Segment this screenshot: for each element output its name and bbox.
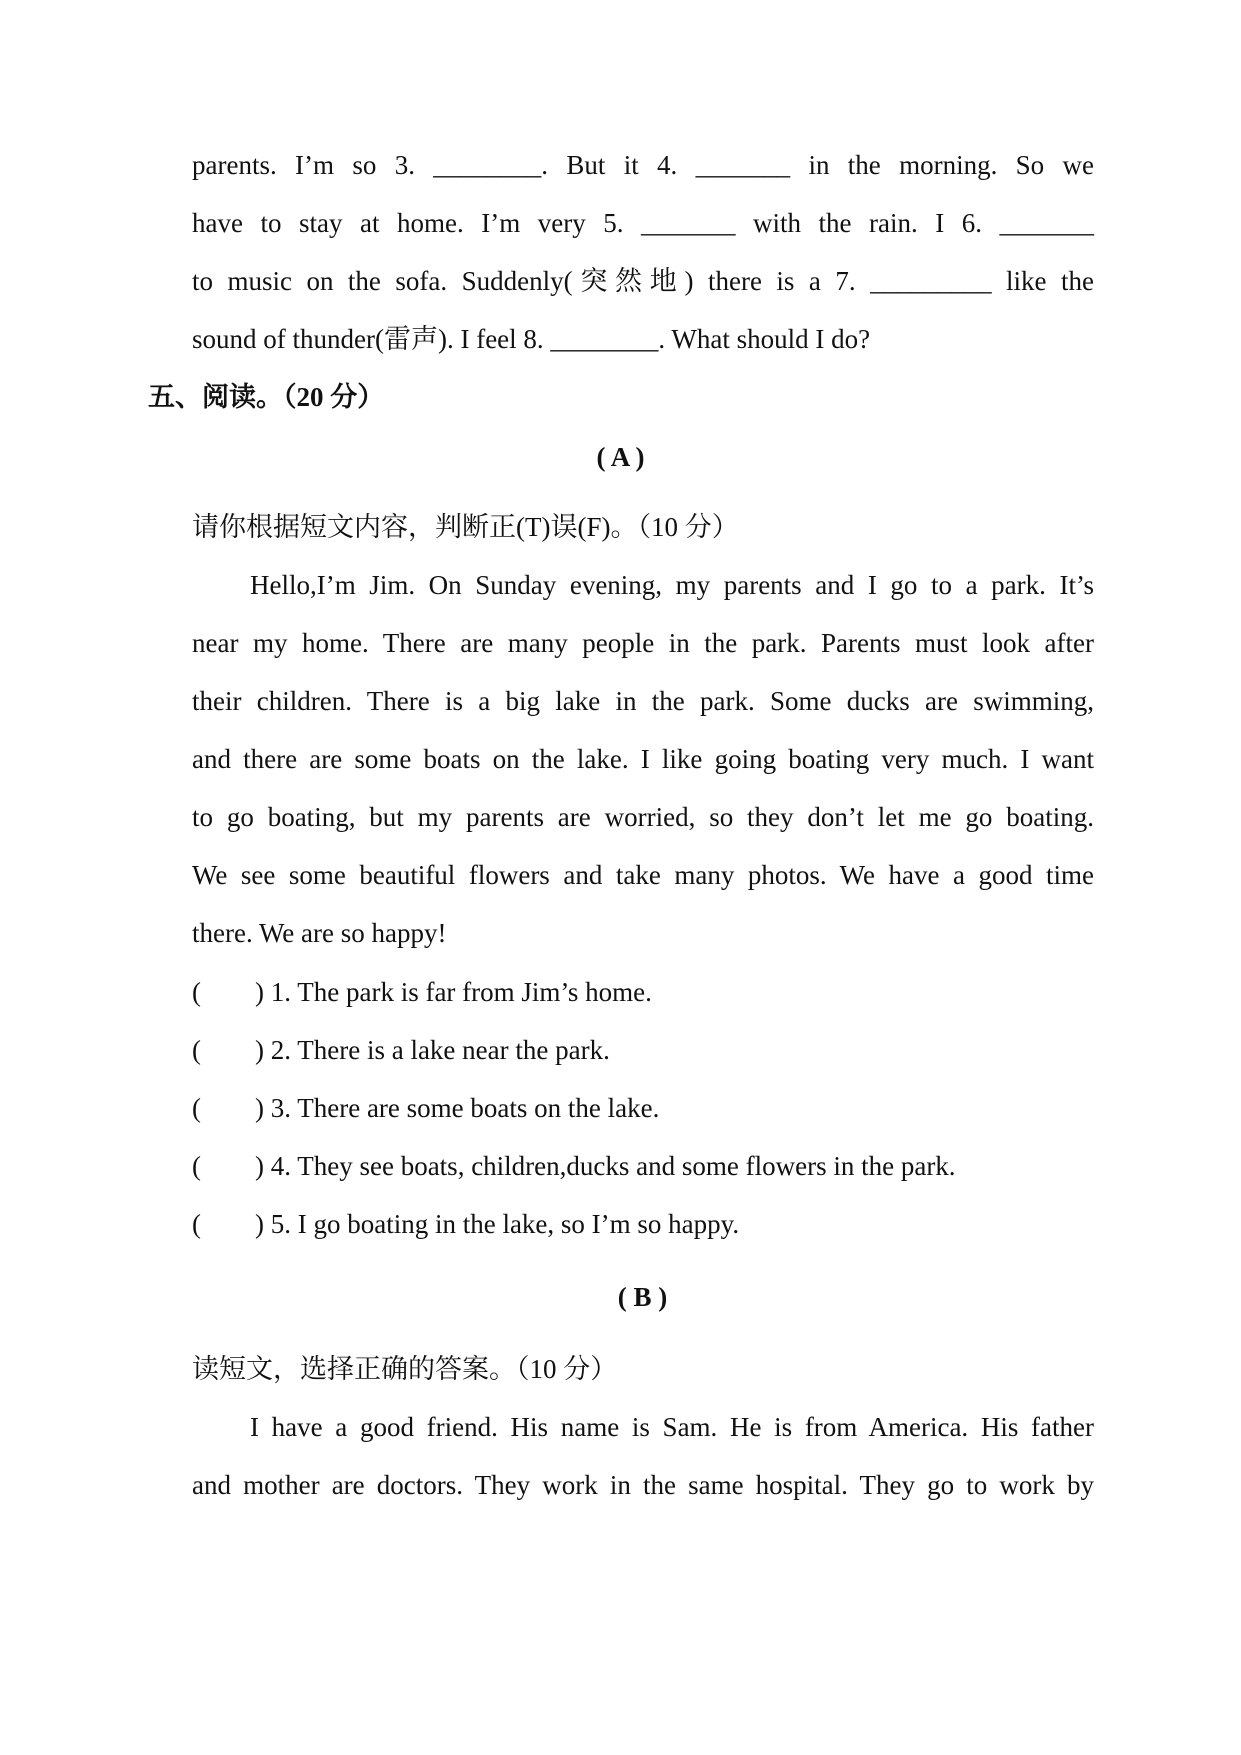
section-heading: 五、阅读。（20 分）: [148, 382, 385, 412]
part-a-passage-line-3: their children. There is a big lake in the park. Some ducks are swimming,: [192, 686, 1094, 716]
question-3: ( ) 3. There are some boats on the lake.: [192, 1093, 660, 1123]
part-b-passage-line-1: I have a good friend. His name is Sam. He is from America. His father: [250, 1412, 1094, 1442]
cloze-line-4: sound of thunder(雷声). I feel 8. ________. What should I do?: [192, 324, 871, 354]
part-a-passage-line-6: We see some beautiful flowers and take many photos. We have a good time: [192, 860, 1094, 890]
part-b-label: ( B ): [617, 1282, 668, 1312]
cloze-line-3: to music on the sofa. Suddenly(突然地) there is a 7. _________ like the: [192, 266, 1094, 296]
cloze-line-1: parents. I’m so 3. ________. But it 4. _______ in the morning. So we: [192, 150, 1094, 180]
part-b-instruction: 读短文，选择正确的答案。（10 分）: [192, 1354, 618, 1384]
part-a-instruction: 请你根据短文内容，判断正(T)误(F)。（10 分）: [192, 512, 739, 542]
part-a-passage-line-5: to go boating, but my parents are worried, so they don’t let me go boating.: [192, 802, 1094, 832]
part-a-passage-line-2: near my home. There are many people in the park. Parents must look after: [192, 628, 1094, 658]
cloze-line-2: have to stay at home. I’m very 5. _______ with the rain. I 6. _______: [192, 208, 1094, 238]
part-b-passage-line-2: and mother are doctors. They work in the same hospital. They go to work by: [192, 1470, 1094, 1500]
question-4: ( ) 4. They see boats, children,ducks and some flowers in the park.: [192, 1151, 956, 1181]
part-a-passage-line-1: Hello,I’m Jim. On Sunday evening, my parents and I go to a park. It’s: [250, 570, 1094, 600]
question-2: ( ) 2. There is a lake near the park.: [192, 1035, 610, 1065]
question-5: ( ) 5. I go boating in the lake, so I’m so happy.: [192, 1209, 740, 1239]
part-a-passage-line-7: there. We are so happy!: [192, 918, 447, 948]
part-a-label: ( A ): [596, 442, 645, 472]
question-1: ( ) 1. The park is far from Jim’s home.: [192, 977, 652, 1007]
part-a-passage-line-4: and there are some boats on the lake. I like going boating very much. I want: [192, 744, 1094, 774]
